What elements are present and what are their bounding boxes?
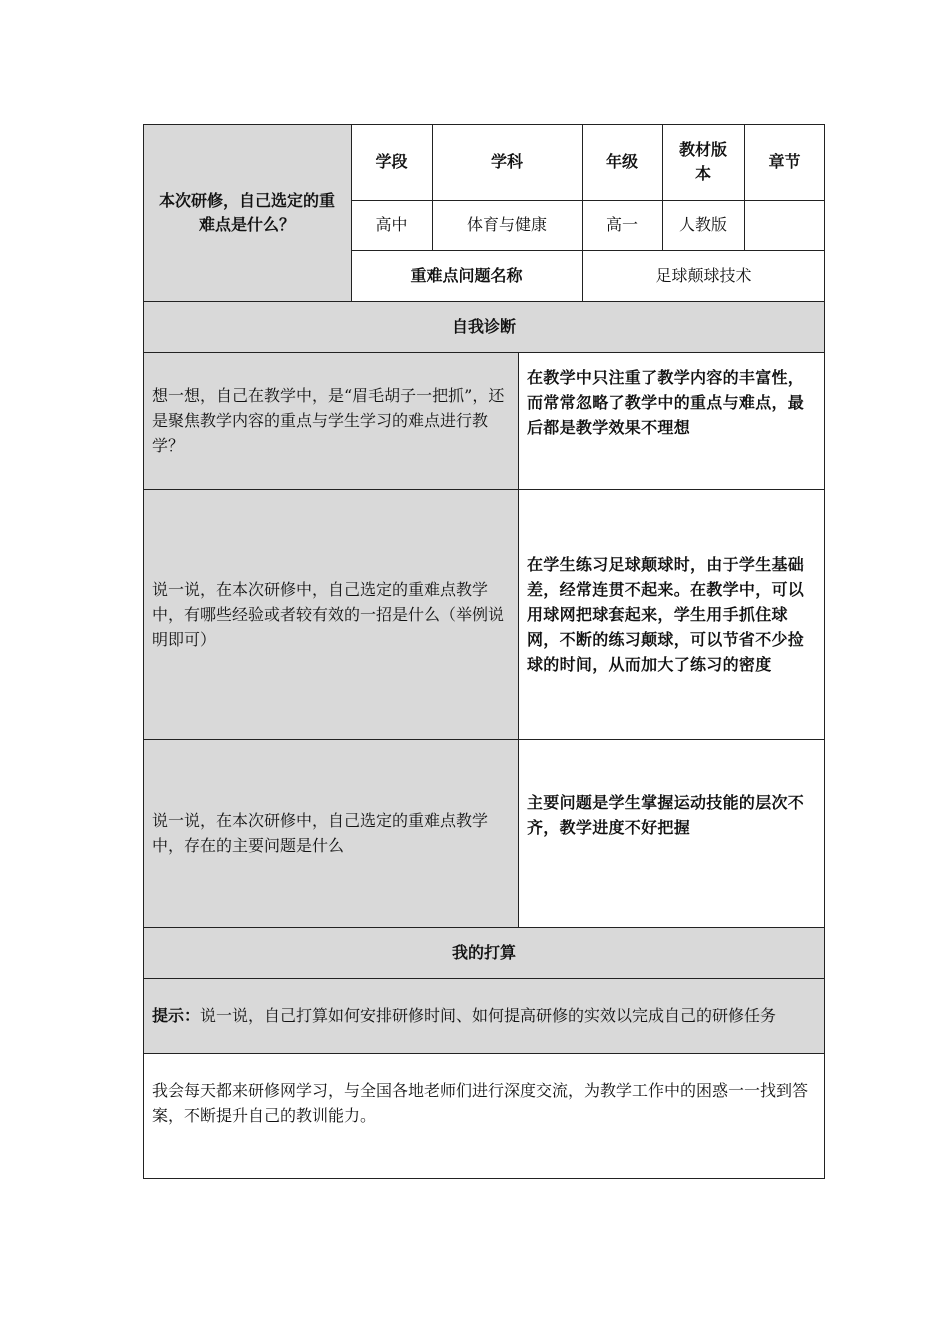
section-title-text: 我的打算: [451, 942, 516, 962]
plan-title: [143, 927, 825, 978]
col-header-grade: [582, 124, 662, 200]
problem-label-text: 重难点问题名称: [410, 265, 523, 285]
question-text: 本次研修，自己选定的重难点是什么？: [158, 190, 335, 234]
value-text: 高一: [605, 215, 638, 234]
answer-text: 在学生练习足球颠球时，由于学生基础差，经常连贯不起来。在教学中，可以用球网把球套起来，学生用手抓住球网，不断的练习颠球，可以节省不少捡球的时间，从而加大了练习的密度: [527, 554, 805, 674]
value-chapter: [744, 200, 825, 250]
answer-text: 主要问题是学生掌握运动技能的层次不齐，教学进度不好把握: [527, 793, 805, 837]
diagnosis-title: [143, 301, 825, 352]
problem-label: [351, 250, 582, 301]
col-header-edition: [662, 124, 744, 200]
section-title-text: 自我诊断: [451, 316, 516, 336]
plan-content-text: 我会每天都来研修网学习，与全国各地老师们进行深度交流，为教学工作中的困惑一一找到答案，不断提升自己的教训能力。: [152, 1081, 809, 1125]
diagnosis-prompt-3: [143, 739, 518, 927]
problem-value: [582, 250, 825, 301]
answer-text: 在教学中只注重了教学内容的丰富性，而常常忽略了教学中的重点与难点，最后都是教学效果不理想: [527, 368, 805, 437]
hint-label: 提示：: [152, 1006, 201, 1025]
hint-text: 说一说，自己打算如何安排研修时间、如何提高研修的实效以完成自己的研修任务: [200, 1006, 777, 1025]
hint-text-wrap: [152, 1003, 776, 1028]
prompt-text: 说一说，在本次研修中，自己选定的重难点教学中，有哪些经验或者较有效的一招是什么（举例说明即可）: [152, 579, 505, 649]
diagnosis-answer-1: [518, 352, 825, 489]
diagnosis-prompt-2: [143, 489, 518, 739]
value-text: 高中: [375, 215, 408, 234]
document-table: [143, 124, 825, 1179]
diagnosis-prompt-1: [143, 352, 518, 489]
col-header-text: 学段: [375, 152, 408, 171]
col-header-subject: [432, 124, 582, 200]
col-header-text: 年级: [605, 152, 638, 171]
value-subject: [432, 200, 582, 250]
plan-hint: [143, 978, 825, 1053]
col-header-text: 学科: [490, 152, 523, 171]
diagnosis-answer-3: [518, 739, 825, 927]
plan-content: [143, 1053, 825, 1179]
value-text: 人教版: [678, 215, 727, 234]
value-text: 体育与健康: [466, 215, 547, 234]
question-label: [143, 124, 351, 301]
col-header-chapter: [744, 124, 825, 200]
value-grade: [582, 200, 662, 250]
col-header-text: 教材版本: [678, 140, 727, 183]
diagnosis-answer-2: [518, 489, 825, 739]
value-edition: [662, 200, 744, 250]
prompt-text: 说一说，在本次研修中，自己选定的重难点教学中，存在的主要问题是什么: [152, 811, 489, 855]
value-stage: [351, 200, 432, 250]
col-header-text: 章节: [768, 152, 801, 171]
col-header-stage: [351, 124, 432, 200]
problem-value-text: 足球颠球技术: [655, 265, 752, 285]
prompt-text: 想一想，自己在教学中，是“眉毛胡子一把抓”，还是聚焦教学内容的重点与学生学习的难点进行教学？: [152, 386, 505, 455]
